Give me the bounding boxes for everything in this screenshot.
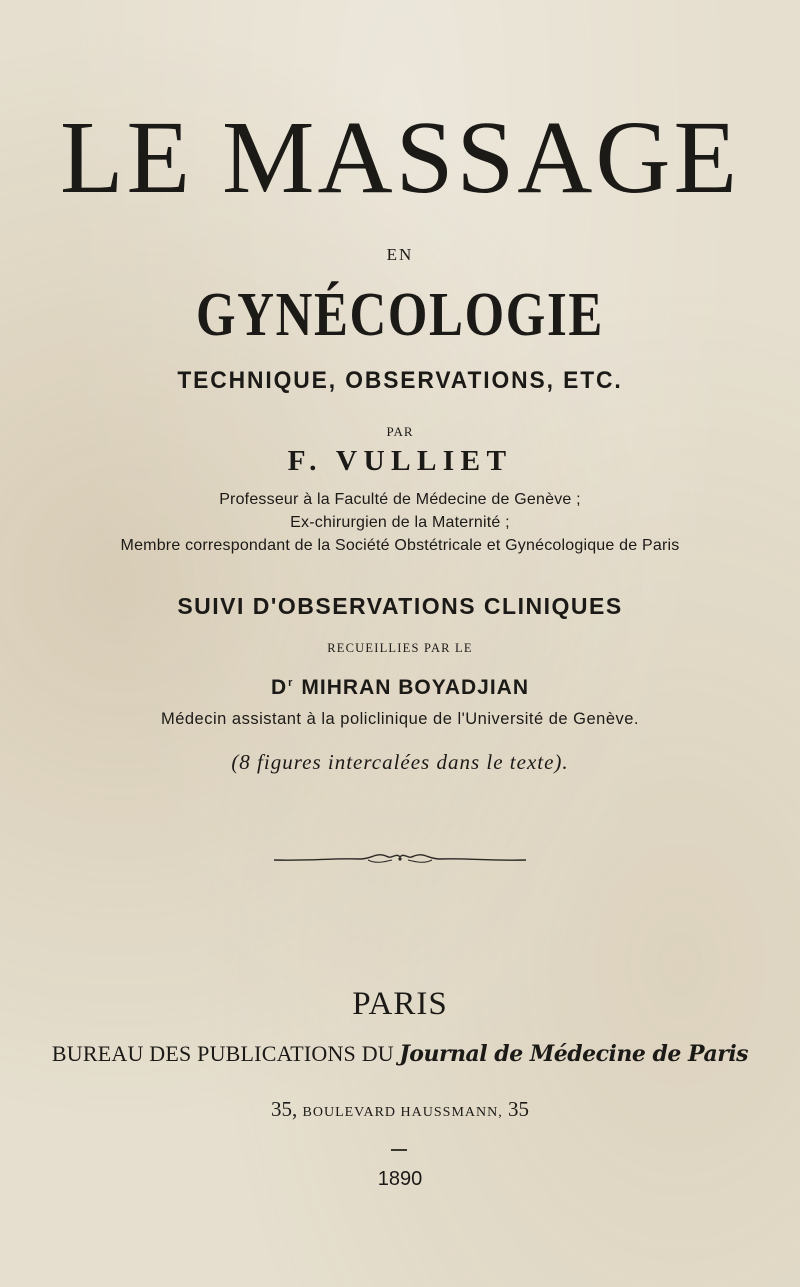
publisher-journal: Journal de Médecine de Paris — [399, 1041, 749, 1067]
collaborator-title: D — [270, 676, 288, 699]
author-role-1: Professeur à la Faculté de Médecine de Genève ; — [219, 491, 581, 508]
collaborator-name — [0, 676, 800, 700]
followed-by-heading: SUIVI D'OBSERVATIONS CLINIQUES — [177, 593, 623, 619]
collaborator-fullname: MIHRAN BOYADJIAN — [301, 676, 530, 699]
collected-by-label: RECUEILLIES PAR LE — [327, 641, 473, 655]
figures-note: (8 figures intercalées dans le texte). — [231, 750, 569, 774]
collaborator-role: Médecin assistant à la policlinique de l'Université de Genève. — [160, 710, 640, 728]
publisher-prefix: BUREAU DES PUBLICATIONS DU — [51, 1041, 394, 1066]
author-name: F. VULLIET — [287, 446, 513, 477]
collaborator-title-sup: r — [288, 677, 294, 689]
address-street: BOULEVARD HAUSSMANN, — [302, 1105, 503, 1120]
imprint-address — [0, 1097, 800, 1122]
author-role-3: Membre correspondant de la Société Obstétricale et Gynécologique de Paris — [120, 537, 680, 554]
title-preposition: EN — [386, 245, 414, 264]
book-title: LE MASSAGE — [59, 100, 741, 215]
imprint-publisher — [0, 1041, 800, 1067]
by-label: PAR — [386, 424, 414, 439]
ornament-divider — [272, 848, 528, 868]
address-number-1: 35, — [271, 1097, 298, 1121]
imprint-dash — [391, 1149, 407, 1151]
imprint-city: PARIS — [352, 986, 448, 1022]
author-role-2: Ex-chirurgien de la Maternité ; — [290, 514, 510, 531]
book-subtitle: TECHNIQUE, OBSERVATIONS, ETC. — [177, 367, 623, 394]
publication-year: 1890 — [377, 1168, 423, 1190]
book-subject: GYNÉCOLOGIE — [196, 281, 604, 349]
address-number-2: 35 — [507, 1097, 529, 1121]
